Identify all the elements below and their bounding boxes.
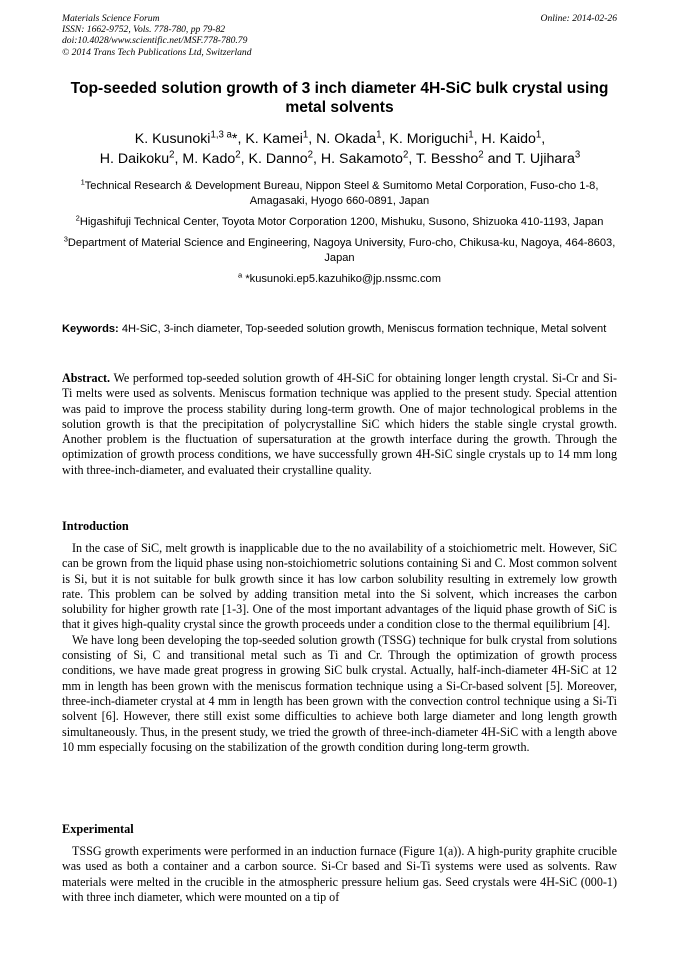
author: K. Danno$^2$ [248, 149, 314, 167]
introduction-section [62, 519, 617, 755]
section-heading: Experimental [62, 822, 134, 836]
author: T. Ujihara$^3$ [514, 149, 581, 167]
online-date: Online: 2014-02-26 [540, 13, 617, 24]
keywords-label: Keywords: [62, 323, 119, 335]
affiliation-1: $^1$Technical Research & Development Bureau, Nippon Steel & Sumitomo Metal Corporation, Fuso-cho 1-8, Amagasaki, Hyogo 660-0891, Japan [80, 177, 599, 207]
keywords [62, 322, 617, 337]
journal-header [62, 13, 617, 58]
author: K. Kusunoki$^{1,3 a}$* [134, 129, 238, 147]
paper-title: Top-seeded solution growth of 3 inch diameter 4H-SiC bulk crystal using metal solvents [70, 80, 609, 116]
abstract-text: We performed top-seeded solution growth of 4H-SiC for obtaining longer length crystal. Si-Cr and Si-Ti melts were used as solvents. Meniscus formation technique was applied to the present study. Special attention was paid to improve the process stability during long-term growth. One of major technological problems in the solution growth is that the precipitation of polycrystalline SiC which hiders the stable single crystal growth. Another problem is the fluctuation of supersaturation at the growth interface during the growth. Through the optimization of growth process conditions, we have successfully grown 4H-SiC single crystals up to 14 mm long with three-inch-diameter, and evaluated their crystalline quality. [62, 371, 617, 477]
affiliations [62, 179, 617, 287]
author: K. Moriguchi$^1$ [389, 129, 474, 147]
paragraph: In the case of SiC, melt growth is inapplicable due to the no availability of a stoichiometric melt. However, SiC can be grown from the liquid phase using non-stoichiometric solutions containing Si and C. Most common solvent is Si, but it is not suitable for bulk growth since it has low carbon solubility resulting in extremely low growth rate. This problem can be solved by adding transition metal into the Si solvent, which increases the carbon solubility for higher growth rate [1-3]. One of the most important advantages of the liquid phase growth of SiC is that it gives high-quality crystal since the growth proceeds under a condition close to the thermal equilibrium [4]. [62, 541, 617, 632]
author: H. Kaido$^1$ [481, 129, 542, 147]
author-line-2: H. Daikoku$^2$, M. Kado$^2$, K. Danno$^2$, H. Sakamoto$^2$, T. Bessho$^2$ and T. Ujihara$^3$ [99, 149, 581, 167]
abstract [62, 371, 617, 478]
and-word: and [487, 151, 512, 167]
author: M. Kado$^2$ [182, 149, 241, 167]
affiliation-2: $^2$Higashifuji Technical Center, Toyota Motor Corporation 1200, Mishuku, Susono, Shizuoka 410-1193, Japan [75, 213, 604, 228]
affiliation-3: $^3$Department of Material Science and Engineering, Nagoya University, Furo-cho, Chikusa-ku, Nagoya, 464-8603, Japan [63, 234, 616, 264]
author: N. Okada$^1$ [316, 129, 382, 147]
paragraph: TSSG growth experiments were performed in an induction furnace (Figure 1(a)). A high-purity graphite crucible was used as both a container and a carbon source. Si-Cr based and Si-Ti systems were used as solvents. Raw materials were melted in the crucible in the atmospheric pressure helium gas. Seed crystals were 4H-SiC (000-1) with three inch diameter, which were mounted on a tip of [62, 844, 617, 904]
copyright-line: © 2014 Trans Tech Publications Ltd, Switzerland [62, 46, 252, 58]
doi-line: doi:10.4028/www.scientific.net/MSF.778-780.79 [62, 35, 248, 47]
author: H. Sakamoto$^2$ [320, 149, 409, 167]
author-line-1: K. Kusunoki$^{1,3 a}$*, K. Kamei$^1$, N. Okada$^1$, K. Moriguchi$^1$, H. Kaido$^1$, [134, 129, 546, 147]
issn-line: ISSN: 1662-9752, Vols. 778-780, pp 79-82 [62, 24, 226, 36]
journal-name: Materials Science Forum [62, 13, 160, 24]
section-heading: Introduction [62, 519, 129, 533]
paragraph: We have long been developing the top-seeded solution growth (TSSG) technique for bulk crystal from solutions consisting of Si, C and transitional metal such as Ti and Cr. Through the optimization of growth process conditions, we have made great progress in growing SiC bulk crystal. Actually, half-inch-diameter 4H-SiC at 12 mm in length has been grown with the meniscus formation technique using a Si-Cr-based solvent [5]. Moreover, three-inch-diameter crystal at 4 mm in length has been grown with the convection control technique using a Si-Ti solvent [6]. However, there still exist some difficulties to achieve both large diameter and long length growth simultaneously. Thus, in the present study, we tried the growth of three-inch-diameter 4H-SiC with a length above 10 mm especially focusing on the stabilization of the growth condition during long-term growth. [62, 632, 617, 754]
keywords-text: 4H-SiC, 3-inch diameter, Top-seeded solution growth, Meniscus formation technique, Metal solvent [121, 323, 607, 335]
author: K. Kamei$^1$ [245, 129, 309, 147]
abstract-label: Abstract. [62, 371, 111, 385]
author: H. Daikoku$^2$ [99, 149, 175, 167]
corresponding-email: $^a$ *kusunoki.ep5.kazuhiko@jp.nssmc.com [238, 270, 441, 285]
author-list [50, 129, 630, 169]
experimental-section [62, 822, 617, 905]
author: T. Bessho$^2$ [415, 149, 484, 167]
